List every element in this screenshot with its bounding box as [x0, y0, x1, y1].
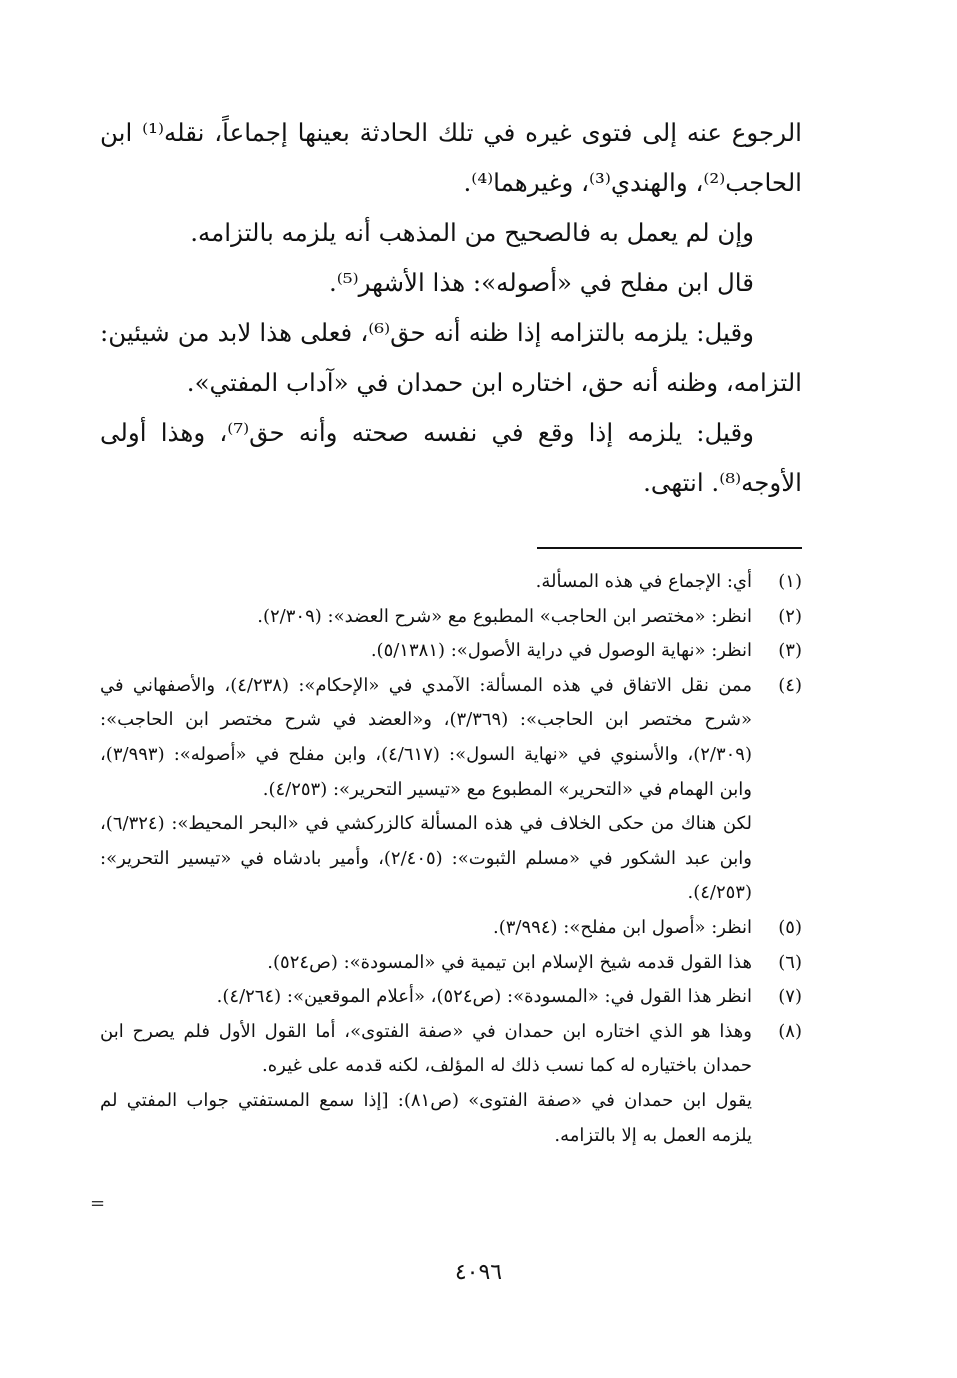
continuation-mark: =	[90, 1193, 106, 1214]
paragraph: الرجوع عنه إلى فتوى غيره في تلك الحادثة بعينها إجماعاً، نقله⁽¹⁾ ابن الحاجب⁽²⁾، والهندي⁽³⁾، وغيرهما⁽⁴⁾.	[100, 118, 802, 197]
footnote-number: (٨)	[778, 1020, 802, 1042]
footnote-text: هذا القول قدمه شيخ الإسلام ابن تيمية في «المسودة»: (ص٥٢٤).	[267, 951, 752, 973]
footnote	[100, 1015, 802, 1153]
paragraph: وقيل: يلزمه إذا وقع في نفسه صحته وأنه حق⁽⁷⁾، وهذا أولى الأوجه⁽⁸⁾. انتهى.	[100, 418, 802, 497]
footnote-text: ممن نقل الاتفاق في هذه المسألة: الآمدي في «الإحكام»: (٤/٢٣٨)، والأصفهاني في «شرح مختصر ابن الحاجب»: (٣/٣٦٩)، و«العضد في شرح مختصر ابن الحاجب»: (٢/٣٠٩)، والأسنوي في «نهاية السول»: (٤/٦١٧)، وابن مفلح في «أصوله»: (٣/٩٩٣)، وابن الهمام في «التحرير» المطبوع مع «تيسير التحرير»: (٤/٢٥٣).	[100, 674, 752, 800]
footnote-text: انظر: «مختصر ابن الحاجب» المطبوع مع «شرح العضد»: (٢/٣٠٩).	[257, 605, 752, 627]
footnote-number: (٦)	[778, 951, 802, 973]
footnote-text: انظر: «أصول ابن مفلح»: (٣/٩٩٤).	[493, 916, 752, 938]
page-number: ٤٠٩٦	[454, 1260, 503, 1285]
footnote-text: لكن هناك من حكى الخلاف في هذه المسألة كالزركشي في «البحر المحيط»: (٦/٣٢٤)، وابن عبد الشكور في «مسلم الثبوت»: (٢/٤٠٥)، وأمير بادشاه في «تيسير التحرير»: (٤/٢٥٣).	[100, 813, 753, 904]
footnote-number: (٢)	[778, 605, 802, 627]
footnote	[100, 669, 802, 911]
footnote-text: انظر: «نهاية الوصول في دراية الأصول»: (٥/١٣٨١).	[370, 640, 752, 662]
footnote-separator	[537, 547, 802, 549]
paragraph: وقيل: يلزمه بالتزامه إذا ظنه أنه حق⁽⁶⁾، فعلى هذا لابد من شيئين: التزامه، وظنه أنه حق، اختاره ابن حمدان في «آداب المفتي».	[100, 318, 802, 397]
footnote-number: (١)	[778, 571, 802, 592]
footnote	[100, 980, 802, 1015]
footnotes	[100, 565, 802, 1153]
footnote-text: يقول ابن حمدان في «صفة الفتوى» (ص٨١): [إذا سمع المستفتي جواب المفتي لم يلزمه العمل به إلا بالتزامه.	[100, 1089, 753, 1146]
footnote-number: (٥)	[778, 916, 802, 938]
footnote	[100, 600, 802, 635]
main-text	[100, 108, 802, 508]
footnote-number: (٣)	[778, 640, 802, 662]
footnote	[100, 634, 802, 669]
footnote-text: أي: الإجماع في هذه المسألة.	[535, 571, 752, 592]
footnote-number: (٤)	[778, 674, 802, 696]
footnote	[100, 911, 802, 946]
footnote	[100, 946, 802, 981]
footnote-number: (٧)	[778, 986, 802, 1008]
footnote-text: وهذا هو الذي اختاره ابن حمدان في «صفة الفتوى»، أما القول الأول فلم يصرح ابن حمدان باختياره له كما نسب ذلك له المؤلف، لكنه قدمه على غيره.	[100, 1020, 752, 1077]
paragraph: قال ابن مفلح في «أصوله»: هذا الأشهر⁽⁵⁾.	[328, 268, 754, 297]
footnote-text: انظر هذا القول في: «المسودة»: (ص٥٢٤)، «أعلام الموقعين»: (٤/٢٦٤).	[216, 986, 752, 1008]
paragraph: وإن لم يعمل به فالصحيح من المذهب أنه يلزمه بالتزامه.	[190, 218, 754, 247]
footnote	[100, 565, 802, 600]
